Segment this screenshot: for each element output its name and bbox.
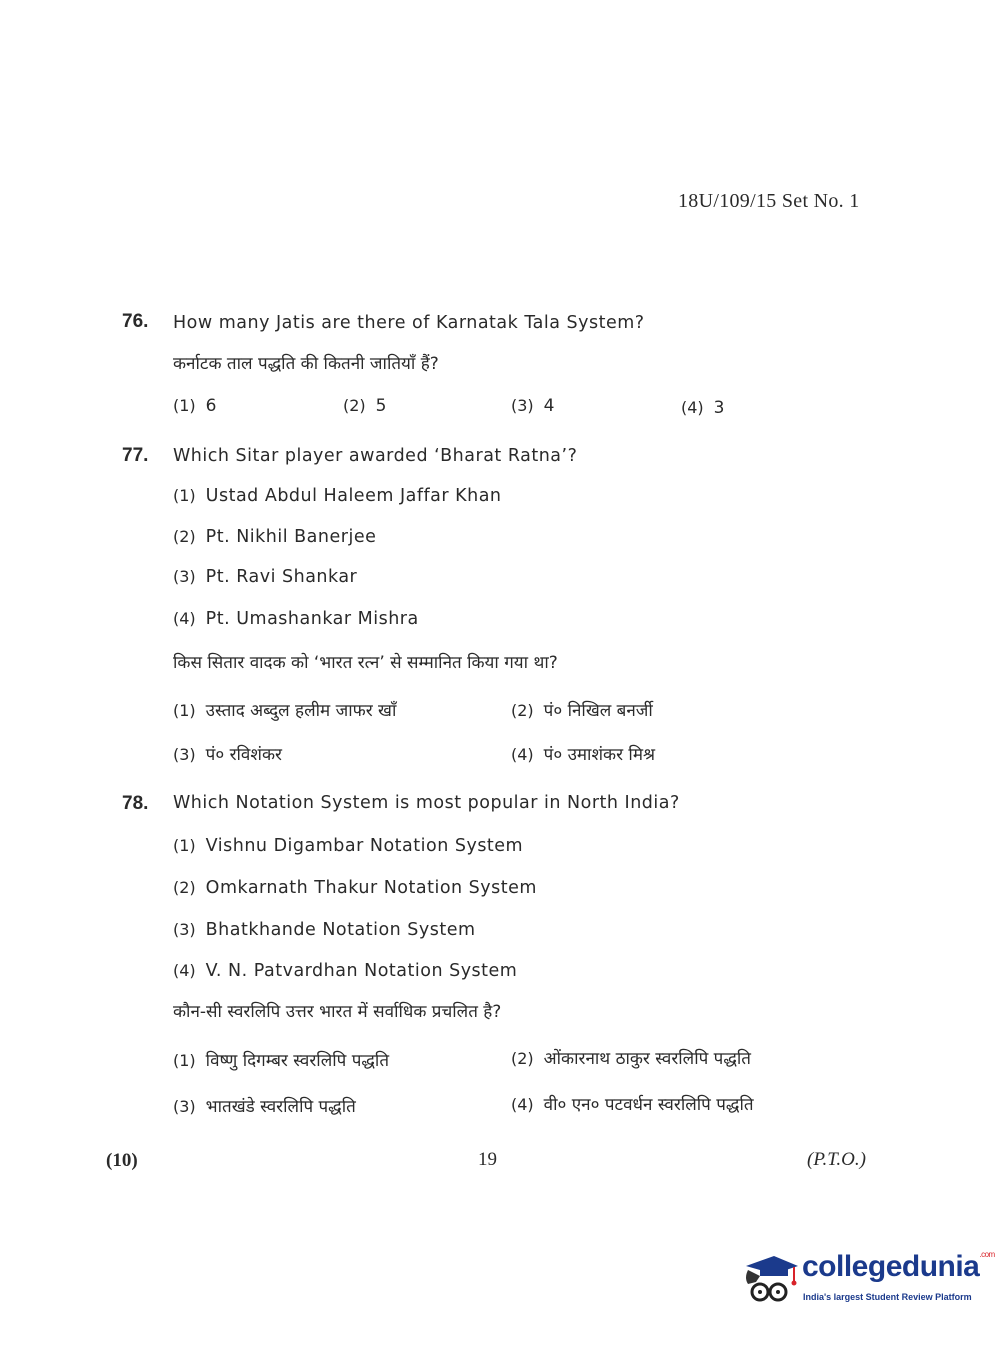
option-text: पं० उमाशंकर मिश्र [543, 745, 656, 765]
option-text: Pt. Nikhil Banerjee [205, 527, 377, 547]
question-78-option-hi-3 [173, 1094, 356, 1117]
option-number: (2) [511, 701, 534, 720]
option-number: (3) [511, 396, 534, 415]
option-text: उस्ताद अब्दुल हलीम जाफर खाँ [205, 701, 397, 721]
mascot-icon [740, 1248, 800, 1308]
question-78-option-hi-2 [511, 1046, 751, 1069]
pto-label: (P.T.O.) [807, 1149, 866, 1170]
question-78-number: 78. [122, 793, 149, 814]
option-number: (1) [173, 836, 196, 855]
option-text: Bhatkhande Notation System [205, 920, 476, 940]
option-number: (4) [173, 961, 196, 980]
option-number: (1) [173, 701, 196, 720]
question-76-english: How many Jatis are there of Karnatak Tala System? [173, 313, 645, 333]
option-number: (4) [511, 1095, 534, 1114]
option-text: वी० एन० पटवर्धन स्वरलिपि पद्धति [543, 1095, 754, 1115]
question-77-option-en-4 [173, 609, 419, 629]
question-78-option-en-2 [173, 878, 537, 898]
option-number: (4) [681, 398, 704, 417]
option-text: पं० रविशंकर [205, 745, 282, 765]
question-77-option-hi-1 [173, 698, 396, 721]
option-text: पं० निखिल बनर्जी [543, 701, 653, 721]
question-77-hindi: किस सितार वादक को ‘भारत रत्न’ से सम्मानित किया गया था? [173, 653, 558, 673]
question-77-option-en-2 [173, 527, 376, 547]
footer-code: (10) [106, 1150, 138, 1171]
option-number: (3) [173, 1097, 196, 1116]
option-text: 4 [543, 396, 555, 416]
question-76-option-4 [681, 398, 725, 418]
question-77-english: Which Sitar player awarded ‘Bharat Ratna’? [173, 446, 578, 466]
option-number: (2) [511, 1049, 534, 1068]
set-number: 18U/109/15 Set No. 1 [678, 190, 860, 212]
logo-tagline: India's largest Student Review Platform [803, 1292, 972, 1302]
question-76-option-3 [511, 396, 555, 416]
option-number: (1) [173, 396, 196, 415]
question-78-option-hi-4 [511, 1092, 754, 1115]
question-76-option-2 [343, 396, 387, 416]
option-number: (2) [173, 878, 196, 897]
question-76-number: 76. [122, 311, 149, 332]
option-text: 3 [713, 398, 725, 418]
option-number: (1) [173, 486, 196, 505]
option-text: ओंकारनाथ ठाकुर स्वरलिपि पद्धति [543, 1049, 751, 1069]
option-text: 6 [205, 396, 217, 416]
option-text: Omkarnath Thakur Notation System [205, 878, 537, 898]
question-77-option-hi-2 [511, 698, 653, 721]
option-number: (3) [173, 567, 196, 586]
question-77-number: 77. [122, 445, 149, 466]
question-78-english: Which Notation System is most popular in North India? [173, 793, 680, 813]
collegedunia-logo [740, 1246, 995, 1316]
option-text: Pt. Ravi Shankar [205, 567, 358, 587]
option-number: (2) [343, 396, 366, 415]
logo-wordmark: collegedunia$^{.com}$ [802, 1250, 995, 1283]
option-number: (1) [173, 1051, 196, 1070]
option-text: 5 [375, 396, 387, 416]
option-text: भातखंडे स्वरलिपि पद्धति [205, 1097, 356, 1117]
option-number: (4) [173, 609, 196, 628]
question-77-option-en-3 [173, 567, 357, 587]
question-76-option-1 [173, 396, 217, 416]
question-78-option-hi-1 [173, 1048, 389, 1071]
option-text: Pt. Umashankar Mishra [205, 609, 419, 629]
question-78-option-en-1 [173, 836, 523, 856]
option-number: (4) [511, 745, 534, 764]
question-77-option-hi-4 [511, 742, 655, 765]
option-number: (2) [173, 527, 196, 546]
question-77-option-en-1 [173, 486, 502, 506]
option-text: Ustad Abdul Haleem Jaffar Khan [205, 486, 502, 506]
page-number: 19 [478, 1149, 497, 1170]
question-76-hindi: कर्नाटक ताल पद्धति की कितनी जातियाँ हैं? [173, 354, 439, 374]
question-78-option-en-3 [173, 920, 476, 940]
option-number: (3) [173, 745, 196, 764]
option-text: विष्णु दिगम्बर स्वरलिपि पद्धति [205, 1051, 390, 1071]
question-77-option-hi-3 [173, 742, 282, 765]
option-text: V. N. Patvardhan Notation System [205, 961, 518, 981]
question-78-option-en-4 [173, 961, 517, 981]
option-text: Vishnu Digambar Notation System [205, 836, 524, 856]
option-number: (3) [173, 920, 196, 939]
question-78-hindi: कौन-सी स्वरलिपि उत्तर भारत में सर्वाधिक प्रचलित है? [173, 1002, 502, 1022]
